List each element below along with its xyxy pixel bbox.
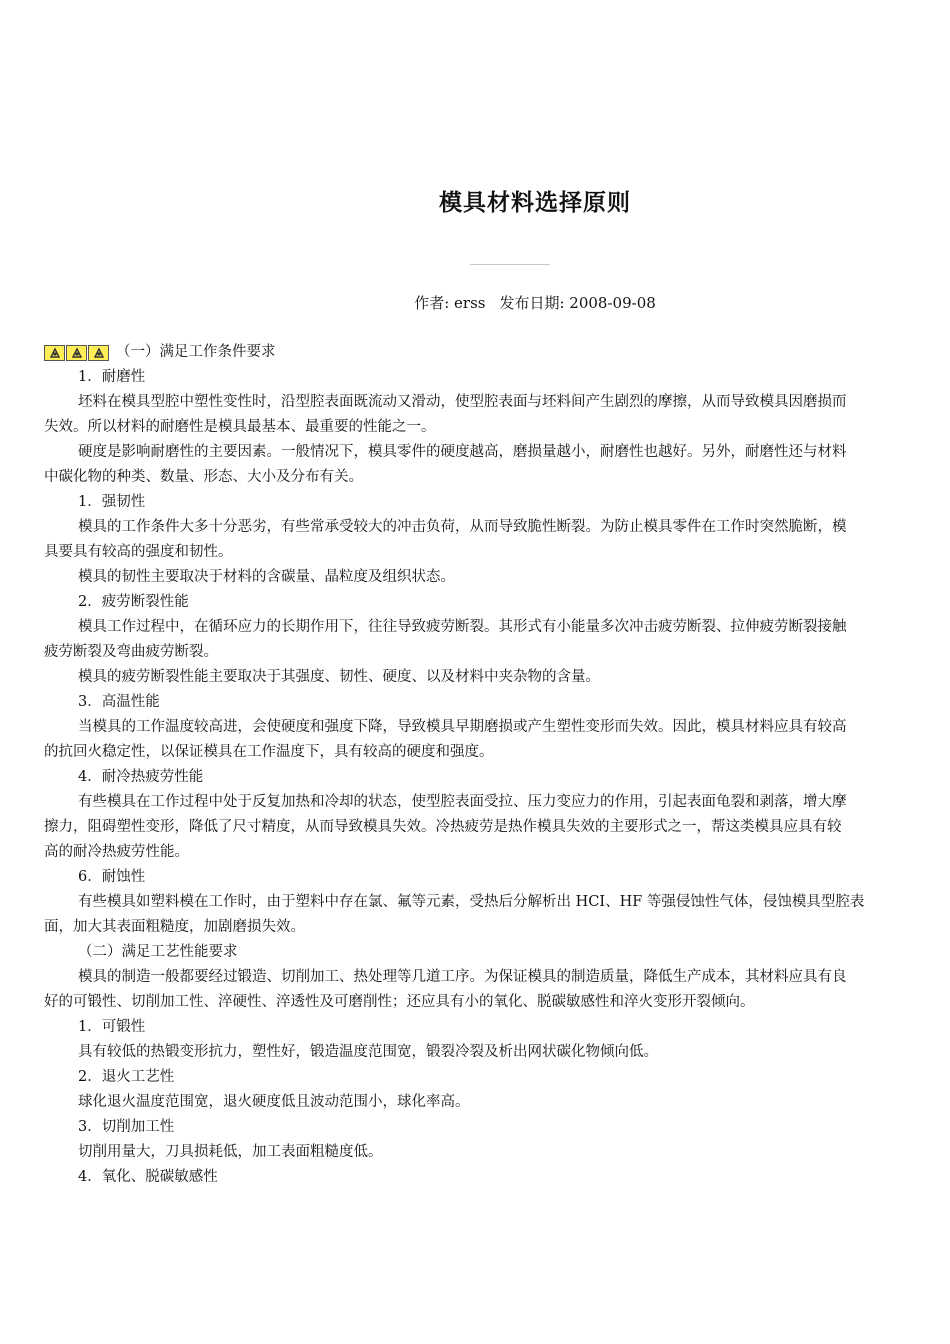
paragraph-line [44, 490, 950, 515]
paragraph-text: 球化退火温度范围宽，退火硬度低且波动范围小，球化率高。 [78, 1094, 470, 1110]
paragraph-line [44, 1065, 950, 1090]
paragraph-line [44, 1165, 950, 1190]
paragraph-text: 1．耐磨性 [78, 369, 146, 385]
paragraph-line [44, 665, 950, 690]
paragraph-line [44, 415, 950, 440]
paragraph-line [44, 465, 950, 490]
paragraph-text: 有些模具在工作过程中处于反复加热和冷却的状态，使型腔表面受拉、压力变应力的作用，引起表面龟裂和剥落，增大摩 [78, 794, 847, 810]
paragraph-line [44, 1015, 950, 1040]
paragraph-line [44, 990, 950, 1015]
paragraph-line [44, 390, 950, 415]
paragraph-text: 模具的工作条件大多十分恶劣，有些常承受较大的冲击负荷，从而导致脆性断裂。为防止模具零件在工作时突然脆断，模 [78, 519, 847, 535]
paragraph-line [44, 940, 950, 965]
page-title: 模具材料选择原则 [439, 190, 631, 216]
paragraph-line [44, 515, 950, 540]
paragraph-text: 具有较低的热锻变形抗力，塑性好，锻造温度范围宽，锻裂冷裂及析出网状碳化物倾向低。 [78, 1044, 658, 1060]
paragraph-text: 模具工作过程中，在循环应力的长期作用下，往往导致疲劳断裂。其形式有小能量多次冲击疲劳断裂、拉伸疲劳断裂接触 [78, 619, 847, 635]
paragraph-line [44, 965, 950, 990]
decor-icon-group [44, 345, 110, 361]
paragraph-text: 硬度是影响耐磨性的主要因素。一般情况下，模具零件的硬度越高，磨损量越小，耐磨性也越好。另外，耐磨性还与材料 [78, 444, 847, 460]
paragraph-text: 4．耐冷热疲劳性能 [78, 769, 204, 785]
paragraph-line [44, 915, 950, 940]
paragraph-text: 模具的韧性主要取决于材料的含碳量、晶粒度及组织状态。 [78, 569, 455, 585]
paragraph-text: 模具的制造一般都要经过锻造、切削加工、热处理等几道工序。为保证模具的制造质量，降低生产成本，其材料应具有良 [78, 969, 847, 985]
paragraph-text: 当模具的工作温度较高进，会使硬度和强度下降，导致模具早期磨损或产生塑性变形而失效。因此，模具材料应具有较高 [78, 719, 847, 735]
paragraph-text: 2．疲劳断裂性能 [78, 594, 189, 610]
decor-icon [66, 345, 87, 361]
section-heading-row [44, 340, 950, 365]
paragraph-text: 高的耐冷热疲劳性能。 [44, 844, 189, 860]
author-label: 作者: erss [414, 294, 486, 312]
paragraph-line [44, 440, 950, 465]
paragraph-text: 疲劳断裂及弯曲疲劳断裂。 [44, 644, 218, 660]
paragraph-text: 面，加大其表面粗糙度，加剧磨损失效。 [44, 919, 305, 935]
paragraph-line [44, 1090, 950, 1115]
paragraph-text: 失效。所以材料的耐磨性是模具最基本、最重要的性能之一。 [44, 419, 436, 435]
paragraph-line [44, 640, 950, 665]
paragraph-line [44, 715, 950, 740]
paragraph-text: 切削用量大，刀具损耗低，加工表面粗糙度低。 [78, 1144, 383, 1160]
paragraph-line [44, 565, 950, 590]
decor-icon [88, 345, 109, 361]
paragraph-text: 具要具有较高的强度和韧性。 [44, 544, 233, 560]
paragraph-line [44, 365, 950, 390]
paragraph-line [44, 540, 950, 565]
paragraph-text: 6．耐蚀性 [78, 869, 146, 885]
paragraph-text: 3．切削加工性 [78, 1119, 175, 1135]
paragraph-line [44, 815, 950, 840]
paragraph-text: 模具的疲劳断裂性能主要取决于其强度、韧性、硬度、以及材料中夹杂物的含量。 [78, 669, 600, 685]
paragraph-text: 的抗回火稳定性，以保证模具在工作温度下，具有较高的硬度和强度。 [44, 744, 494, 760]
paragraph-text: 2．退火工艺性 [78, 1069, 175, 1085]
paragraph-line [44, 1115, 950, 1140]
paragraph-line [44, 1040, 950, 1065]
paragraph-line [44, 740, 950, 765]
paragraph-text: 1．可锻性 [78, 1019, 146, 1035]
paragraph-text: 1．强韧性 [78, 494, 146, 510]
paragraph-line [44, 590, 950, 615]
paragraph-line [44, 615, 950, 640]
paragraph-text: 好的可锻性、切削加工性、淬硬性、淬透性及可磨削性；还应具有小的氧化、脱碳敏感性和淬火变形开裂倾向。 [44, 994, 755, 1010]
paragraph-line [44, 840, 950, 865]
paragraph-text: （二）满足工艺性能要求 [78, 944, 238, 960]
paragraph-text: 坯料在模具型腔中塑性变性时，沿型腔表面既流动又滑动，使型腔表面与坯料间产生剧烈的摩擦，从而导致模具因磨损而 [78, 394, 847, 410]
paragraph-text: 擦力，阻碍塑性变形，降低了尺寸精度，从而导致模具失效。冷热疲劳是热作模具失效的主要形式之一，帮这类模具应具有较 [44, 819, 842, 835]
section-heading: （一）满足工作条件要求 [116, 344, 276, 360]
title-divider [470, 264, 550, 265]
paragraph-line [44, 765, 950, 790]
paragraph-line [44, 865, 950, 890]
paragraph-line [44, 1140, 950, 1165]
paragraph-line [44, 690, 950, 715]
paragraph-text: 中碳化物的种类、数量、形态、大小及分布有关。 [44, 469, 363, 485]
paragraph-text: 3．高温性能 [78, 694, 160, 710]
decor-icon [44, 345, 65, 361]
paragraph-text: 4．氧化、脱碳敏感性 [78, 1169, 218, 1185]
article-meta [0, 292, 950, 313]
paragraph-line [44, 790, 950, 815]
paragraph-text: 有些模具如塑料模在工作时，由于塑料中存在氯、氟等元素，受热后分解析出 HCI、HF 等强侵蚀性气体，侵蚀模具型腔表 [78, 894, 865, 910]
article-body [44, 340, 950, 1190]
publish-date-label: 发布日期: 2008-09-08 [499, 294, 656, 312]
paragraph-line [44, 890, 950, 915]
